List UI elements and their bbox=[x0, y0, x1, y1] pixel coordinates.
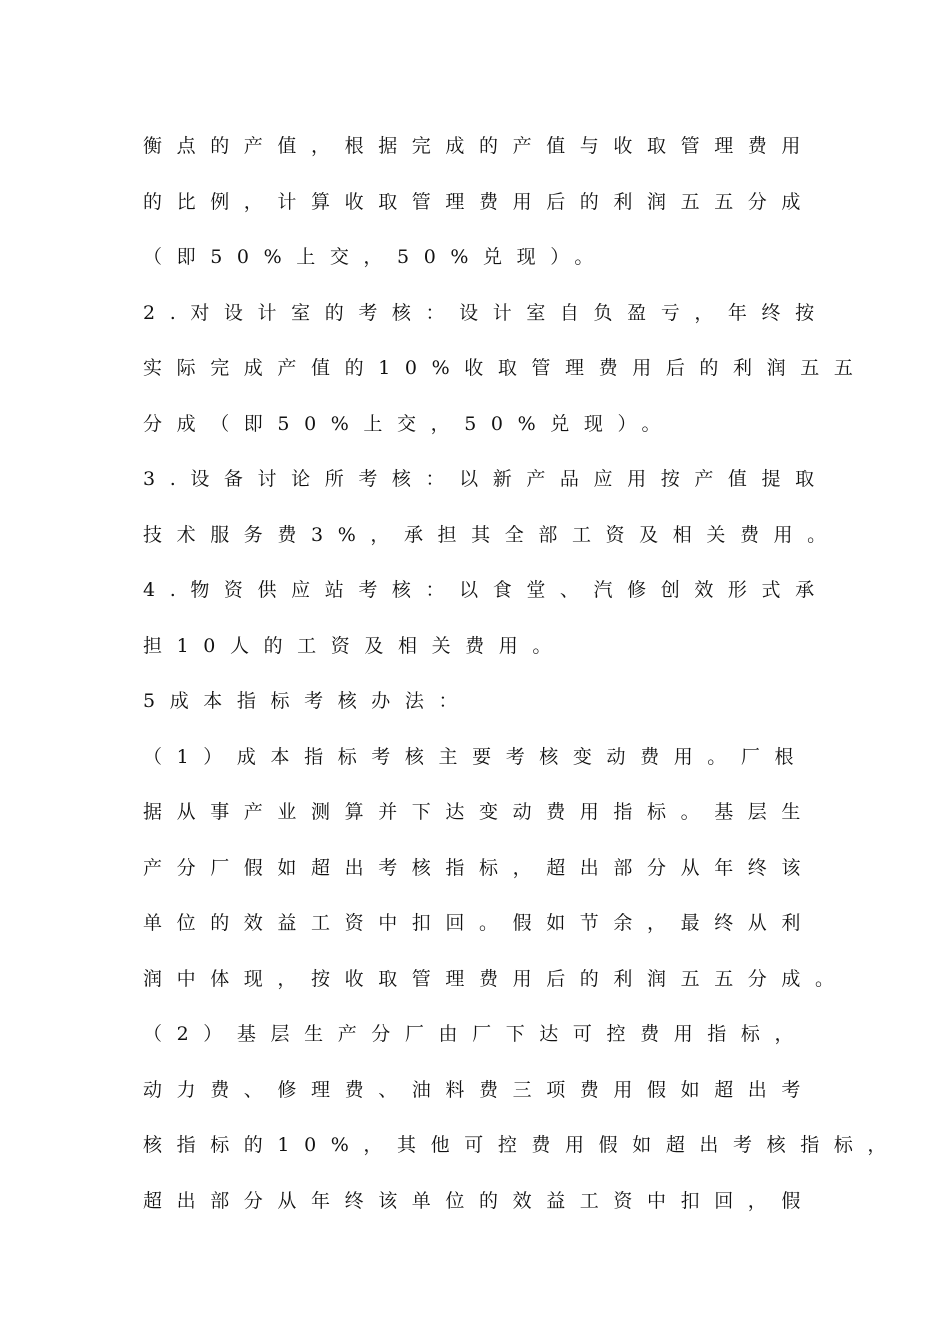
text-line: 实际完成产值的10%收取管理费用后的利润五五 bbox=[143, 357, 868, 379]
text-line: 担10人的工资及相关费用。 bbox=[143, 634, 566, 657]
text-line: 动力费、修理费、油料费三项费用假如超出考 bbox=[143, 1078, 816, 1101]
text-line: 3.设备讨论所考核：以新产品应用按产值提取 bbox=[143, 468, 829, 490]
text-line: （1）成本指标考核主要考核变动费用。厂根 bbox=[143, 745, 809, 768]
text-line: 分成（即50%上交，50%兑现）。 bbox=[143, 412, 676, 435]
text-line: 超出部分从年终该单位的效益工资中扣回，假 bbox=[143, 1189, 816, 1212]
text-line: 技术服务费3%，承担其全部工资及相关费用。 bbox=[143, 523, 841, 546]
text-line: 产分厂假如超出考核指标，超出部分从年终该 bbox=[143, 856, 816, 879]
text-line: （即50%上交，50%兑现）。 bbox=[143, 246, 608, 268]
text-line: 5成本指标考核办法： bbox=[143, 690, 473, 712]
text-line: 衡点的产值，根据完成的产值与收取管理费用 bbox=[143, 135, 816, 157]
text-line: （2）基层生产分厂由厂下达可控费用指标， bbox=[143, 1023, 809, 1045]
text-line: 润中体现，按收取管理费用后的利润五五分成。 bbox=[143, 967, 849, 990]
text-line: 据从事产业测算并下达变动费用指标。基层生 bbox=[143, 801, 816, 823]
text-line: 2.对设计室的考核：设计室自负盈亏，年终按 bbox=[143, 301, 829, 324]
document-body bbox=[143, 128, 902, 1238]
text-line: 核指标的10%，其他可控费用假如超出考核指标， bbox=[143, 1134, 902, 1156]
text-line: 4.物资供应站考核：以食堂、汽修创效形式承 bbox=[143, 579, 829, 601]
text-line: 的比例，计算收取管理费用后的利润五五分成 bbox=[143, 190, 816, 213]
text-line: 单位的效益工资中扣回。假如节余，最终从利 bbox=[143, 912, 816, 934]
